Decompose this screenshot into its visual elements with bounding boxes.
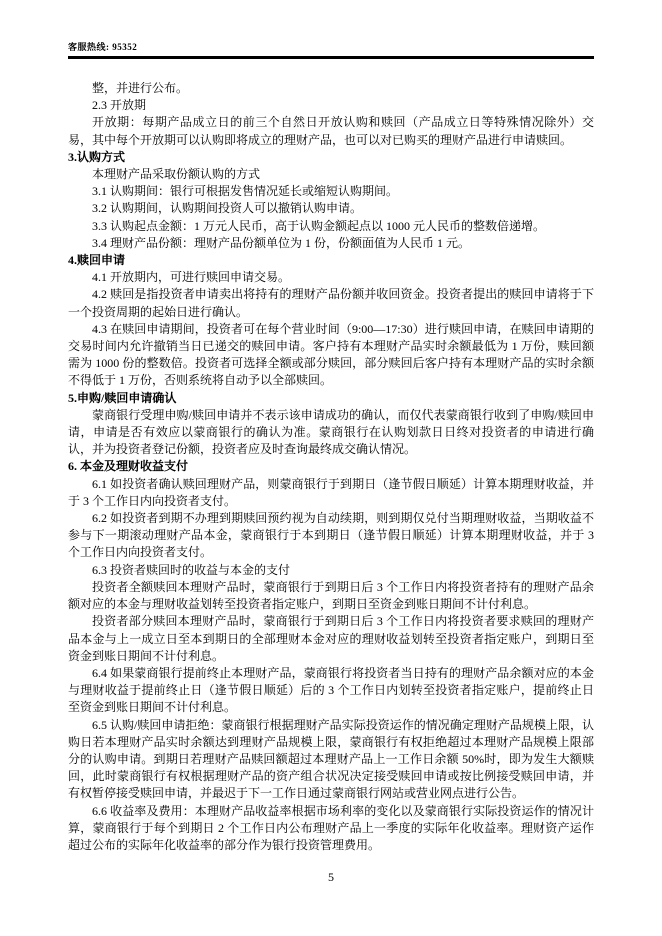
paragraph: 6.5 认购/赎回申请拒绝：蒙商银行根据理财产品实际投资运作的情况确定理财产品规模上限，认购日若本理财产品实时余额达到理财产品规模上限，蒙商银行有权拒绝超过本理财产品规模上限部分的认购申请。到期日若理财产品赎回额超过本理财产品上一工作日余额 50%时，即为发生大额赎回，此时蒙商银行有权根据理财产品的资产组合状况决定接受赎回申请或按比例接受赎回申请，并有权暂停接受赎回申请，并最迟于下一工作日通过蒙商银行网站或营业网点进行公告。 bbox=[68, 717, 594, 801]
paragraph: 4.2 赎回是指投资者申请卖出将持有的理财产品份额并收回资金。投资者提出的赎回申请将于下一个投资周期的起始日进行确认。 bbox=[68, 287, 594, 319]
section-heading: 6. 本金及理财收益支付 bbox=[68, 459, 189, 474]
paragraph: 3.4 理财产品份额：理财产品份额单位为 1 份，份额面值为人民币 1 元。 bbox=[92, 235, 471, 250]
paragraph: 4.3 在赎回申请期间，投资者可在每个营业时间（9:00—17:30）进行赎回申请，在赎回申请期的交易时间内允许撤销当日已递交的赎回申请。客户持有本理财产品实时余额最低为 1 万份，赎回额需为 1000 份的整数倍。投资者可选择全额或部分赎回，部分赎回后客户持有本理财产品的实时余额不得低于 1 万份，否则系统将自动予以全部赎回。 bbox=[68, 321, 594, 388]
paragraph: 4.1 开放期内，可进行赎回申请交易。 bbox=[92, 270, 291, 285]
paragraph: 投资者部分赎回本理财产品时，蒙商银行于到期日后 3 个工作日内将投资者要求赎回的理财产品本金与上一成立日至本到期日的全部理财本金对应的理财收益划转至投资者指定账户，到期日至资金到账日期间不计付利息。 bbox=[68, 614, 594, 663]
paragraph: 本理财产品采取份额认购的方式 bbox=[92, 167, 261, 182]
header-rule bbox=[68, 56, 594, 59]
section-heading: 4.赎回申请 bbox=[68, 253, 126, 268]
paragraph: 投资者全额赎回本理财产品时，蒙商银行于到期日后 3 个工作日内将投资者持有的理财产品余额对应的本金与理财收益划转至投资者指定账户，到期日至资金到账日期间不计付利息。 bbox=[68, 579, 594, 612]
paragraph: 2.3 开放期 bbox=[92, 98, 147, 113]
page-header bbox=[68, 40, 594, 59]
paragraph: 3.3 认购起点金额：1 万元人民币，高于认购金额起点以 1000 元人民币的整数倍递增。 bbox=[92, 218, 546, 233]
document-body bbox=[68, 80, 594, 854]
paragraph: 整，并进行公布。 bbox=[92, 81, 189, 95]
section-heading: 5.申购/赎回申请确认 bbox=[68, 390, 177, 405]
paragraph: 6.4 如果蒙商银行提前终止本理财产品，蒙商银行将投资者当日持有的理财产品余额对应的本金与理财收益于提前终止日（逢节假日顺延）后的 3 个工作日内划转至投资者指定账户，提前终止日至资金到账日期间不计付利息。 bbox=[68, 665, 594, 715]
paragraph: 6.2 如投资者到期不办理到期赎回预约视为自动续期，则到期仅兑付当期理财收益，当期收益不参与下一期滚动理财产品本金，蒙商银行于本到期日（逢节假日顺延）计算本期理财收益，并于 3 个工作日内向投资者支付。 bbox=[68, 511, 594, 560]
paragraph: 3.1 认购期间：银行可根据发售情况延长或缩短认购期间。 bbox=[92, 184, 399, 199]
hotline-label: 客服热线: 95352 bbox=[68, 42, 138, 52]
paragraph: 蒙商银行受理申购/赎回申请并不表示该申请成功的确认，而仅代表蒙商银行收到了申购/赎回申请，申请是否有效应以蒙商银行的确认为准。蒙商银行在认购划款日日终对投资者的申请进行确认，并为投资者登记份额，投资者应及时查询最终成交确认情况。 bbox=[68, 407, 594, 457]
paragraph: 6.6 收益率及费用：本理财产品收益率根据市场利率的变化以及蒙商银行实际投资运作的情况计算，蒙商银行于每个到期日 2 个工作日内公布理财产品上一季度的实际年化收益率。理财资产运作超过公布的实际年化收益率的部分作为银行投资管理费用。 bbox=[68, 803, 594, 852]
paragraph: 3.2 认购期间，认购期间投资人可以撤销认购申请。 bbox=[92, 201, 363, 216]
paragraph: 开放期：每期产品成立日的前三个自然日开放认购和赎回（产品成立日等特殊情况除外）交易，其中每个开放期可以认购即将成立的理财产品，也可以对已购买的理财产品进行申请赎回。 bbox=[68, 115, 594, 147]
section-heading: 3.认购方式 bbox=[68, 149, 126, 164]
page-number: 5 bbox=[328, 870, 334, 884]
paragraph: 6.1 如投资者确认赎回理财产品，则蒙商银行于到期日（逢节假日顺延）计算本期理财收益，并于 3 个工作日内向投资者支付。 bbox=[68, 476, 594, 508]
paragraph: 6.3 投资者赎回时的收益与本金的支付 bbox=[92, 562, 291, 577]
